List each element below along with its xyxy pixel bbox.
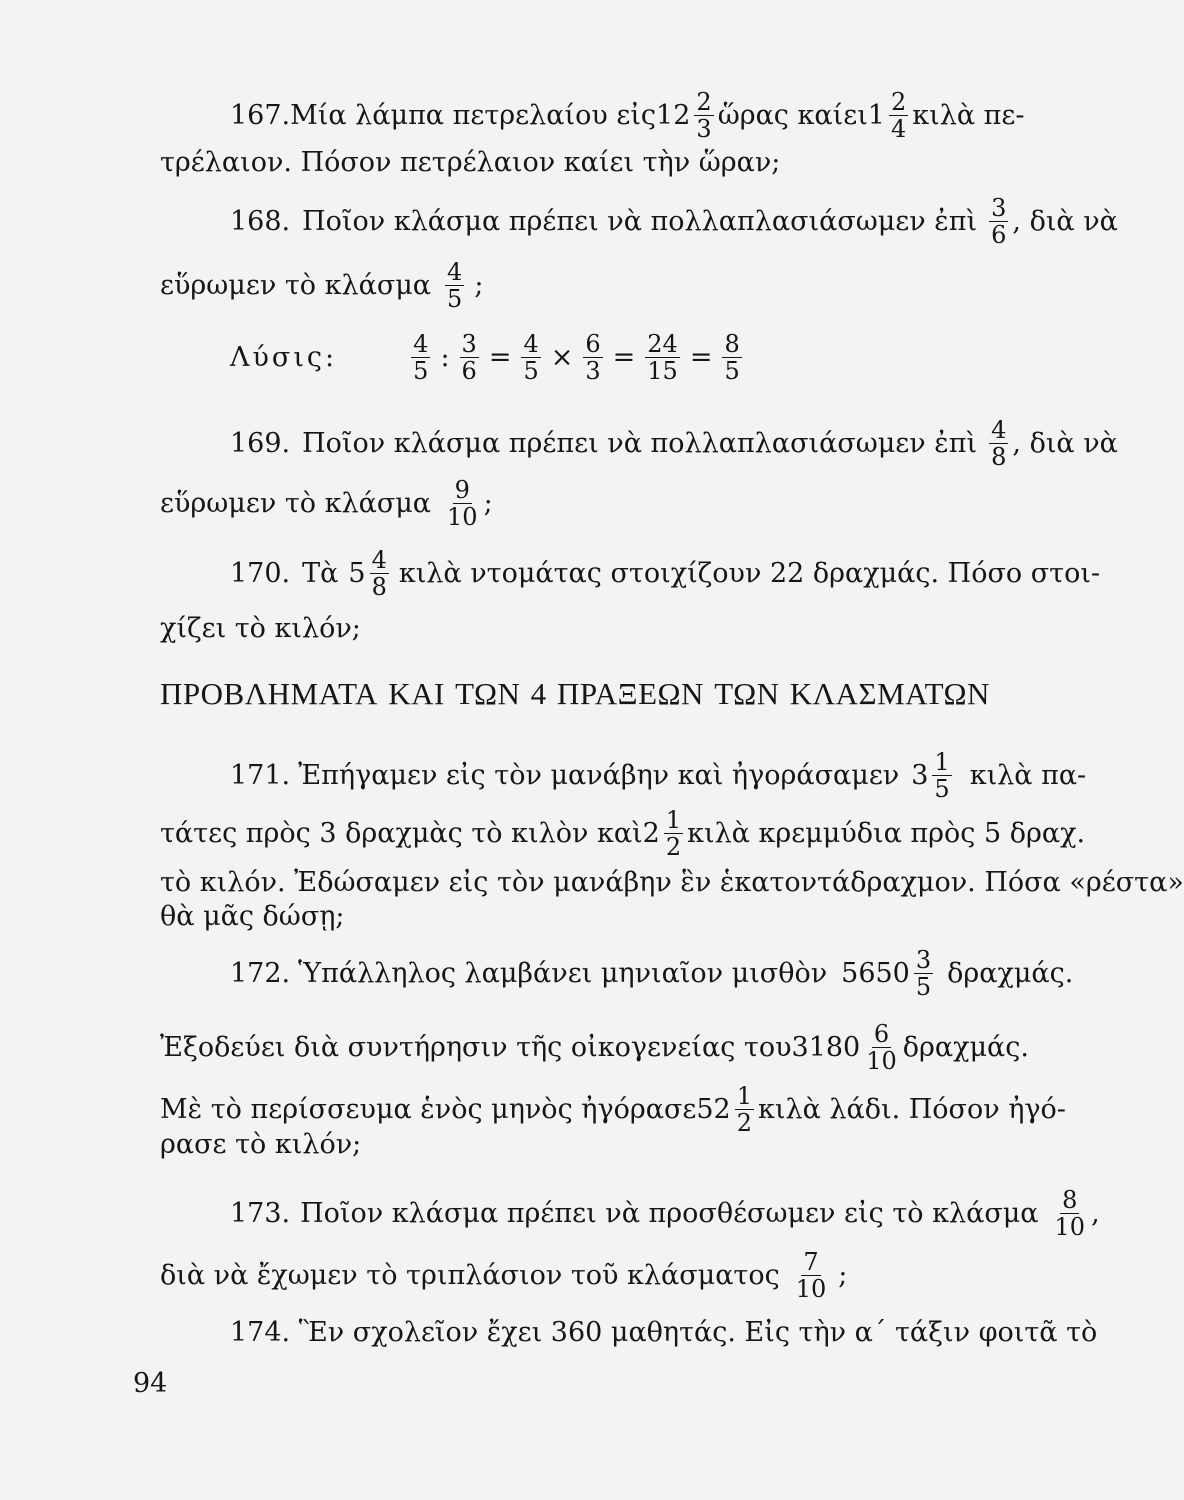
problem-169-line-1: 169. Ποῖον κλάσμα πρέπει νὰ πολλαπλασιάσωμεν ἐπὶ $\frac{4}{8}$ , διὰ νὰ	[230, 416, 1118, 471]
mixed-number: 1 $\frac{2}{4}$	[867, 88, 907, 143]
problem-170-line-1: 170. Τὰ 5 $\frac{4}{8}$ κιλὰ ντομάτας στοιχίζουν 22 δραχμάς. Πόσο στοι-	[230, 546, 1101, 601]
page-number: 94	[133, 1368, 168, 1399]
mixed-number: 5 $\frac{4}{8}$	[348, 546, 387, 601]
solution-line	[230, 332, 990, 383]
fraction: $\frac{4}{8}$	[371, 546, 387, 601]
fraction: $\frac{4}{5}$	[523, 330, 539, 385]
problem-171-line-1: 171. Ἐπήγαμεν εἰς τὸν μανάβην καὶ ἠγοράσαμεν 3 $\frac{1}{5}$ κιλὰ πα-	[230, 748, 1087, 803]
problem-number: 173.	[230, 1197, 291, 1229]
fraction: $\frac{2}{4}$	[890, 88, 907, 143]
fraction: $\frac{8}{10}$	[1054, 1186, 1086, 1241]
problem-174-line-1: 174. Ἓν σχολεῖον ἔχει 360 μαθητάς. Εἰς τὴν α΄ τάξιν φοιτᾶ τὸ	[230, 1317, 1098, 1348]
problem-171-line-4: θὰ μᾶς δώσῃ;	[160, 901, 345, 932]
fraction: $\frac{4}{5}$	[413, 330, 429, 385]
mixed-number: 2 $\frac{1}{2}$	[642, 806, 682, 861]
mixed-number: 3180 $\frac{6}{10}$	[791, 1020, 897, 1075]
problem-number: 167.	[230, 99, 291, 131]
mixed-number: 3 $\frac{1}{5}$	[911, 748, 950, 803]
problem-171-line-3: τὸ κιλόν. Ἐδώσαμεν εἰς τὸν μανάβην ἓν ἑκατοντάδραχμον. Πόσα «ρέστα»	[160, 867, 1184, 898]
fraction: $\frac{6}{3}$	[585, 330, 601, 385]
fraction: $\frac{3}{6}$	[991, 194, 1007, 249]
mixed-number: 5650 $\frac{3}{5}$	[841, 946, 932, 1001]
problem-167-line-2: τρέλαιον. Πόσον πετρέλαιον καίει τὴν ὥραν;	[160, 147, 781, 178]
problem-172-line-4: ρασε τὸ κιλόν;	[160, 1129, 362, 1160]
problem-number: 170.	[230, 557, 291, 589]
fraction: $\frac{2}{3}$	[696, 88, 712, 143]
problem-172-line-1: 172. Ὑπάλληλος λαμβάνει μηνιαῖον μισθὸν 5650 $\frac{3}{5}$ δραχμάς.	[230, 946, 1074, 1001]
fraction: $\frac{1}{2}$	[736, 1082, 753, 1137]
fraction: $\frac{1}{5}$	[934, 748, 950, 803]
problem-number: 168.	[230, 205, 291, 237]
problem-172-line-2: Ἐξοδεύει διὰ συντήρησιν τῆς οἰκογενείας του 3180 $\frac{6}{10}$ δραχμάς.	[160, 1020, 1029, 1075]
fraction: $\frac{7}{10}$	[795, 1248, 827, 1303]
mixed-number: 12 $\frac{2}{3}$	[656, 88, 712, 143]
fraction: $\frac{8}{5}$	[724, 330, 740, 385]
fraction: $\frac{4}{5}$	[447, 258, 463, 313]
problem-167-line-1: 167. Μία λάμπα πετρελαίου εἰς 12 $\frac{2}{3}$ ὥρας καίει 1 $\frac{2}{4}$ κιλὰ πε-	[230, 88, 1025, 143]
section-heading: ΠΡΟΒΛΗΜΑΤΑ ΚΑΙ ΤΩΝ 4 ΠΡΑΞΕΩΝ ΤΩΝ ΚΛΑΣΜΑΤΩΝ	[160, 676, 990, 711]
problem-number: 169.	[230, 427, 291, 459]
problem-173-line-2: διὰ νὰ ἔχωμεν τὸ τριπλάσιον τοῦ κλάσματος $\frac{7}{10}$ ;	[160, 1248, 848, 1303]
problem-170-line-2: χίζει τὸ κιλόν;	[160, 613, 361, 644]
fraction: $\frac{3}{5}$	[915, 946, 932, 1001]
mixed-number: 52 $\frac{1}{2}$	[696, 1082, 753, 1137]
problem-171-line-2: τάτες πρὸς 3 δραχμὰς τὸ κιλὸν καὶ 2 $\frac{1}{2}$ κιλὰ κρεμμύδια πρὸς 5 δραχ.	[160, 806, 1086, 861]
fraction: $\frac{6}{10}$	[866, 1020, 897, 1075]
fraction: $\frac{4}{8}$	[991, 416, 1007, 471]
fraction: $\frac{1}{2}$	[665, 806, 682, 861]
problem-172-line-3: Μὲ τὸ περίσσευμα ἑνὸς μηνὸς ἠγόρασε 52 $\frac{1}{2}$ κιλὰ λάδι. Πόσον ἠγό-	[160, 1082, 1066, 1137]
fraction: $\frac{24}{15}$	[647, 330, 678, 385]
problem-number: 171.	[230, 759, 291, 791]
problem-169-line-2: εὕρωμεν τὸ κλάσμα $\frac{9}{10}$ ;	[160, 476, 493, 531]
problem-number: 172.	[230, 957, 291, 989]
fraction: $\frac{9}{10}$	[447, 476, 478, 531]
problem-168-line-1: 168. Ποῖον κλάσμα πρέπει νὰ πολλαπλασιάσωμεν ἐπὶ $\frac{3}{6}$ , διὰ νὰ	[230, 194, 1118, 249]
problem-number: 174.	[230, 1317, 291, 1348]
solution-label: Λύσις:	[230, 341, 338, 373]
problem-168-line-2: εὕρωμεν τὸ κλάσμα $\frac{4}{5}$ ;	[160, 258, 484, 313]
solution-equation: $\frac{4}{5}$ : $\frac{3}{6}$ = $\frac{4}{5}$ × $\frac{6}{3}$ = $\frac{24}{15}$ = $\frac{8}{5}$	[413, 330, 740, 385]
fraction: $\frac{3}{6}$	[461, 330, 477, 385]
problem-173-line-1: 173. Ποῖον κλάσμα πρέπει νὰ προσθέσωμεν εἰς τὸ κλάσμα $\frac{8}{10}$ ,	[230, 1186, 1100, 1241]
